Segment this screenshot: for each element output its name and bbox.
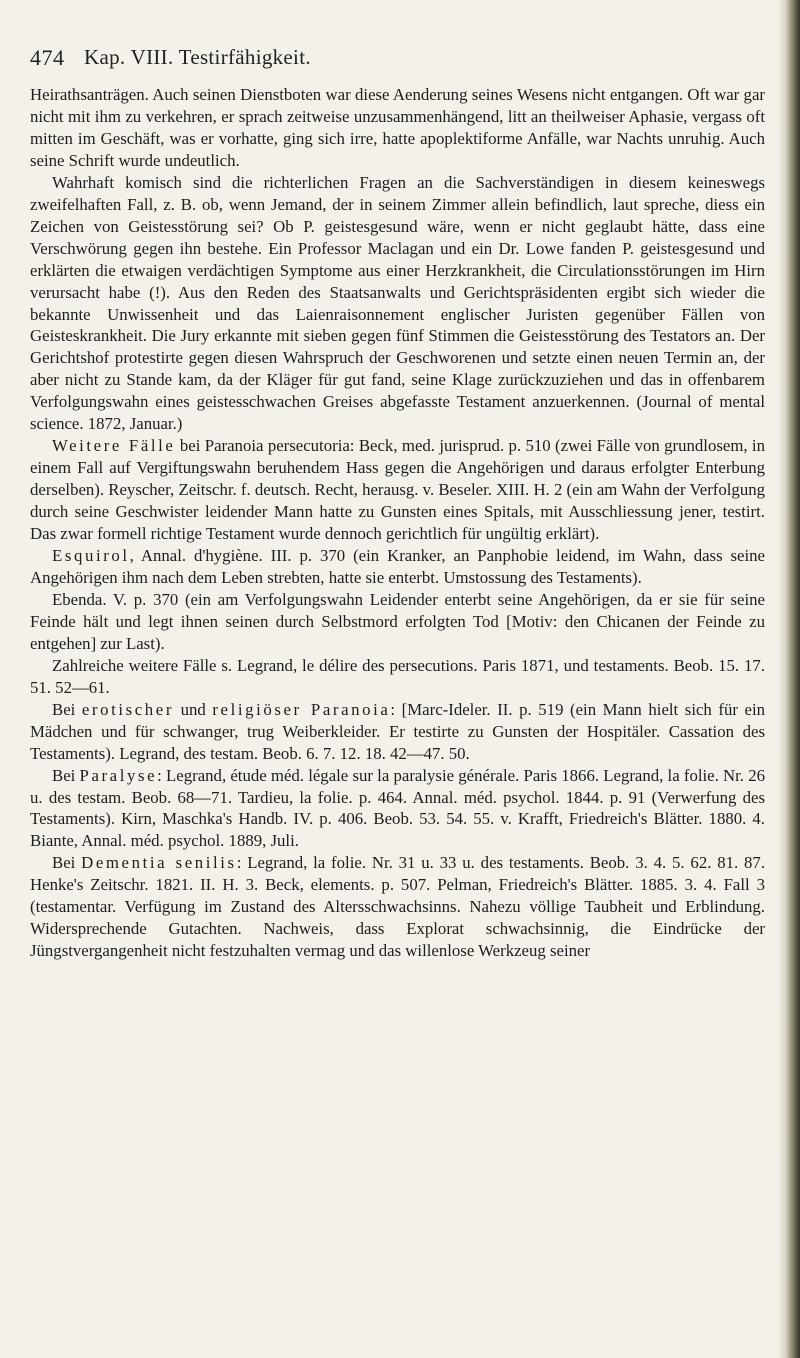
running-head: Kap. VIII. Testirfähigkeit.: [84, 45, 311, 69]
paragraph-1: [30, 84, 765, 172]
paragraph-9: [30, 852, 765, 962]
spaced-lead: Weitere Fälle: [52, 436, 176, 456]
paragraph-text: : Legrand, étude méd. légale sur la paralysie générale. Paris 1866. Legrand, la folie. Nr. 26 u. des testam. Beob. 68—71. Tardieu, la folie. p. 464. Annal. méd. psychol. 1844. p. 91 (Verwerfung des Testaments). Kirn, Maschka's Handb. IV. p. 406. Beob. 53. 54. 55. v. Krafft, Friedreich's Blätter. 1880. 4. Biante, Annal. méd. psychol. 1889, Juli.: [30, 765, 765, 851]
paragraph-6: [30, 655, 765, 699]
spaced-lead: religiöser Paranoia: [212, 699, 391, 719]
paragraph-text: Ebenda. V. p. 370 (ein am Verfolgungswahn Leidender enterbt seine Angehörigen, da er sie für seine Feinde hält und legt ihnen seinen durch Selbstmord erfolgten Tod [Motiv: den Chicanen der Feinde zu entgehen] zur Last).: [30, 589, 765, 653]
spaced-lead: erotischer: [81, 699, 175, 719]
spaced-lead: Dementia senilis: [81, 853, 237, 873]
paragraph-7: [30, 699, 765, 765]
paragraph-text: Wahrhaft komisch sind die richterlichen Fragen an die Sachverständigen in diesem keineswegs zweifelhaften Fall, z. B. ob, wenn Jemand, der in seinem Zimmer allein befindlich, laut spreche, diess ein Zeichen von Geistesstörung sei? Ob P. geistesgesund wäre, wenn er nicht geglaubt hätte, dass eine Verschwörung gegen ihn bestehe. Ein Professor Maclagan und ein Dr. Lowe fanden P. geistesgesund und erklärten die etwaigen verdächtigen Symptome aus einer Herzkrankheit, die Circulationsstörungen im Hirn verursacht habe (!). Aus den Reden des Staatsanwalts und Gerichtspräsidenten ergibt sich wieder die bekannte Unwissenheit und das Laienraisonnement englischer Juristen gegenüber Fällen von Geisteskrankheit. Die Jury erkannte mit sieben gegen fünf Stimmen die Geistesstörung des Testators an. Der Gerichtshof protestirte gegen diesen Wahrspruch der Geschworenen und setzte einen neuen Termin an, der aber nicht zu Stande kam, da der Kläger für gut fand, seine Klage zurückzuziehen und das in offenbarem Verfolgungswahn eines geistesschwachen Greises abgefasste Testament anzuerkennen. (Journal of mental science. 1872, Januar.): [30, 172, 765, 434]
page-header: [30, 45, 765, 79]
paragraph-prefix: Bei: [52, 853, 82, 873]
paragraph-text: : [Marc-Ideler. II. p. 519 (ein Mann hielt sich für ein Mädchen und für schwanger, trug Weiberkleider. Er testirte zu Gunsten der Hospitäler. Cassation des Testaments). Legrand, des testam. Beob. 6. 7. 12. 18. 42—47. 50.: [30, 699, 766, 763]
paragraph-prefix: Bei: [52, 699, 82, 719]
spaced-lead: Esquirol: [52, 546, 130, 566]
spaced-lead: Paralyse: [79, 765, 158, 785]
paragraph-text: bei Paranoia persecutoria: Beck, med. jurisprud. p. 510 (zwei Fälle von grundlosem, in einem Fall auf Vergiftungswahn beruhendem Hass gegen die Angehörigen und daraus erfolgter Enterbung derselben). Reyscher, Zeitschr. f. deutsch. Recht, herausg. v. Beseler. XIII. H. 2 (ein am Wahn der Verfolgung durch seine Geschwister leidender Mann hatte zu Gunsten eines Spitals, mit Ausschliessung jener, testirt. Das zwar formell richtige Testament wurde dennoch gerichtlich für ungültig erklärt).: [30, 436, 765, 544]
paragraph-4: [30, 545, 765, 589]
page-edge-shadow: [778, 0, 800, 1358]
page-number: 474: [30, 45, 65, 70]
paragraph-text: Zahlreiche weitere Fälle s. Legrand, le délire des persecutions. Paris 1871, und testaments. Beob. 15. 17. 51. 52—61.: [30, 655, 765, 697]
paragraph-text: , Annal. d'hygiène. III. p. 370 (ein Kranker, an Panphobie leidend, im Wahn, dass seine Angehörigen ihm nach dem Leben strebten, hatte sie enterbt. Umstossung des Testaments).: [30, 546, 765, 587]
paragraph-connector: und: [174, 699, 213, 719]
paragraph-text: : Legrand, la folie. Nr. 31 u. 33 u. des testaments. Beob. 3. 4. 5. 62. 81. 87. Henke's Zeitschr. 1821. II. H. 3. Beck, elements. p. 507. Pelman, Friedreich's Blätter. 1885. 3. 4. Fall 3 (testamentar. Verfügung im Zustand des Altersschwachsinns. Nahezu völlige Taubheit und Erblindung. Widersprechende Gutachten. Nachweis, dass Explorat schwachsinnig, die Eindrücke der Jüngstvergangenheit nicht festzuhalten vermag und das willenlose Werkzeug seiner: [30, 853, 766, 961]
paragraph-5: [30, 589, 765, 655]
paragraph-2: [30, 172, 765, 435]
paragraph-text: Heirathsanträgen. Auch seinen Dienstboten war diese Aenderung seines Wesens nicht entgangen. Oft war gar nicht mit ihm zu verkehren, er sprach zeitweise unzusammenhängend, litt an theilweiser Aphasie, vergass oft mitten im Geschäft, was er vorhatte, ging sich irre, hatte apoplektiforme Anfälle, war Nachts unruhig. Auch seine Schrift wurde undeutlich.: [30, 85, 765, 170]
paragraph-8: [30, 765, 765, 853]
paragraph-3: [30, 435, 765, 545]
paragraph-prefix: Bei: [52, 765, 80, 785]
body-text: [30, 84, 765, 962]
